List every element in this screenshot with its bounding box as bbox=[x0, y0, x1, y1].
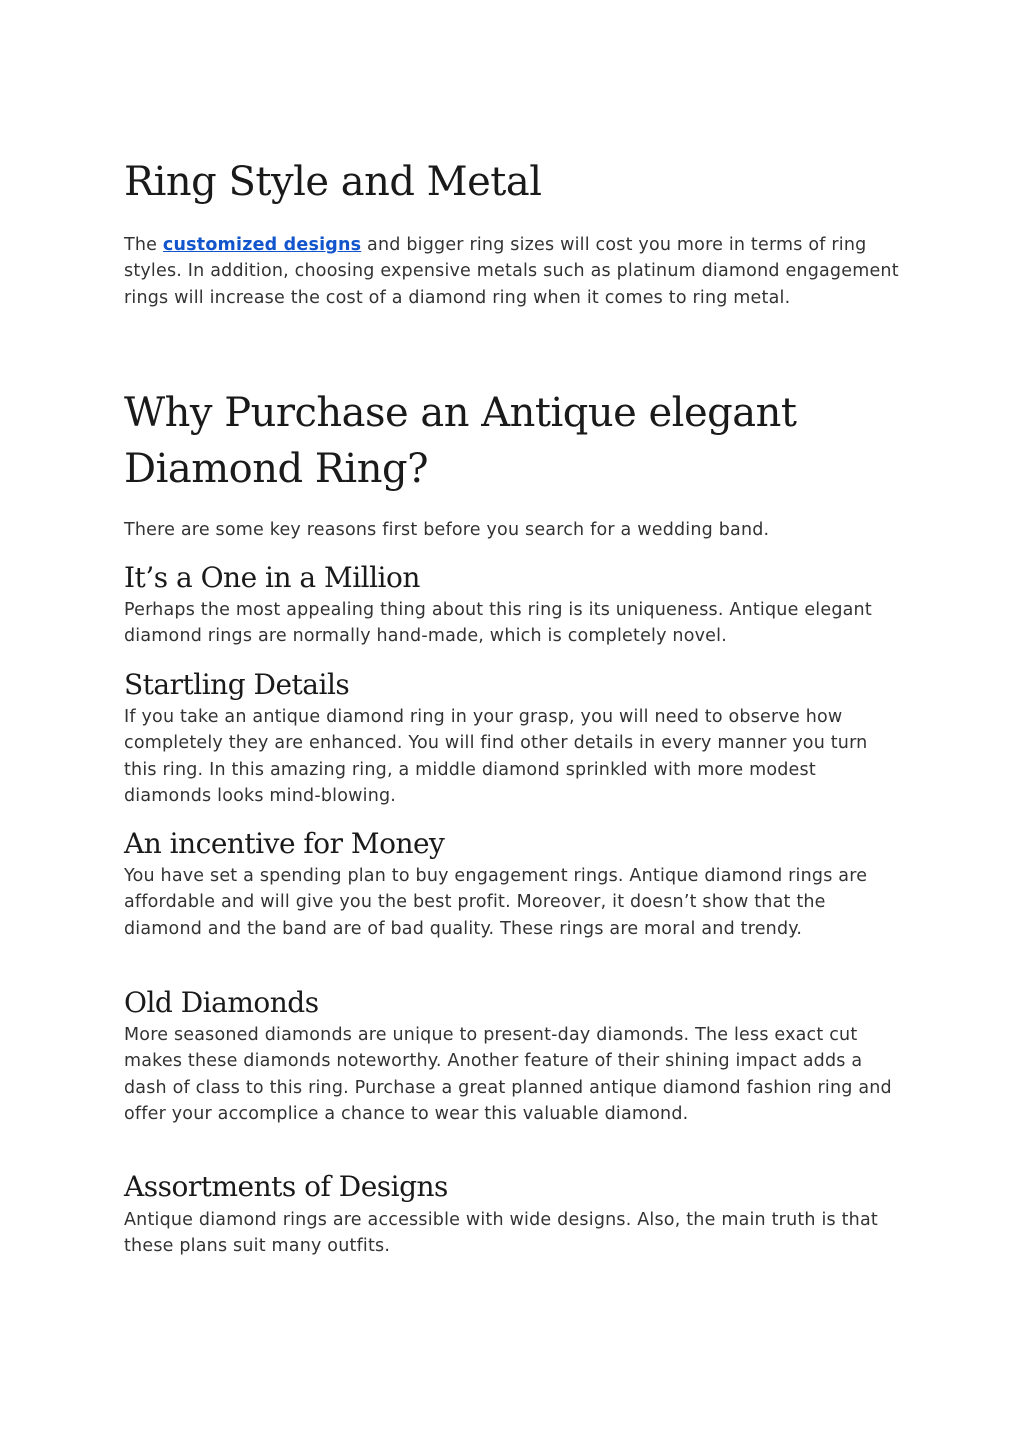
heading-assortments-designs: Assortments of Designs bbox=[124, 1170, 448, 1203]
paragraph-one-in-million: Perhaps the most appealing thing about this ring is its uniqueness. Antique elegant diamond rings are normally hand-made, which is completely novel. bbox=[124, 600, 872, 647]
customized-designs-link[interactable]: customized designs bbox=[162, 235, 362, 255]
paragraph-ring-style bbox=[124, 232, 904, 311]
heading-incentive-money: An incentive for Money bbox=[124, 827, 445, 860]
paragraph-why-purchase-intro: There are some key reasons first before you search for a wedding band. bbox=[124, 520, 770, 540]
heading-old-diamonds: Old Diamonds bbox=[124, 986, 319, 1019]
paragraph-incentive-money: You have set a spending plan to buy engagement rings. Antique diamond rings are affordable and will give you the best profit. Moreover, it doesn’t show that the diamond and the band are of bad quality. These rings are moral and trendy. bbox=[124, 866, 868, 939]
heading-why-purchase: Why Purchase an Antique elegant Diamond Ring? bbox=[124, 390, 797, 492]
heading-startling-details: Startling Details bbox=[124, 668, 350, 701]
heading-ring-style-metal: Ring Style and Metal bbox=[124, 159, 542, 205]
paragraph-old-diamonds: More seasoned diamonds are unique to present-day diamonds. The less exact cut makes these diamonds noteworthy. Another feature of their shining impact adds a dash of class to this ring. Purchase a great planned antique diamond fashion ring and offer your accomplice a chance to wear this valuable diamond. bbox=[124, 1025, 892, 1124]
paragraph-startling-details: If you take an antique diamond ring in your grasp, you will need to observe how completely they are enhanced. You will find other details in every manner you turn this ring. In this amazing ring, a middle diamond sprinkled with more modest diamonds looks mind-blowing. bbox=[124, 707, 868, 806]
paragraph-text-end: and bigger ring sizes will cost you more in terms of ring styles. In addition, choosing expensive metals such as platinum diamond engagement rings will increase the cost of a diamond ring when it comes to ring metal. bbox=[124, 235, 899, 308]
paragraph-assortments-designs: Antique diamond rings are accessible with wide designs. Also, the main truth is that these plans suit many outfits. bbox=[124, 1210, 878, 1257]
paragraph-text-start: The bbox=[124, 235, 163, 255]
heading-one-in-million: It’s a One in a Million bbox=[124, 561, 420, 594]
